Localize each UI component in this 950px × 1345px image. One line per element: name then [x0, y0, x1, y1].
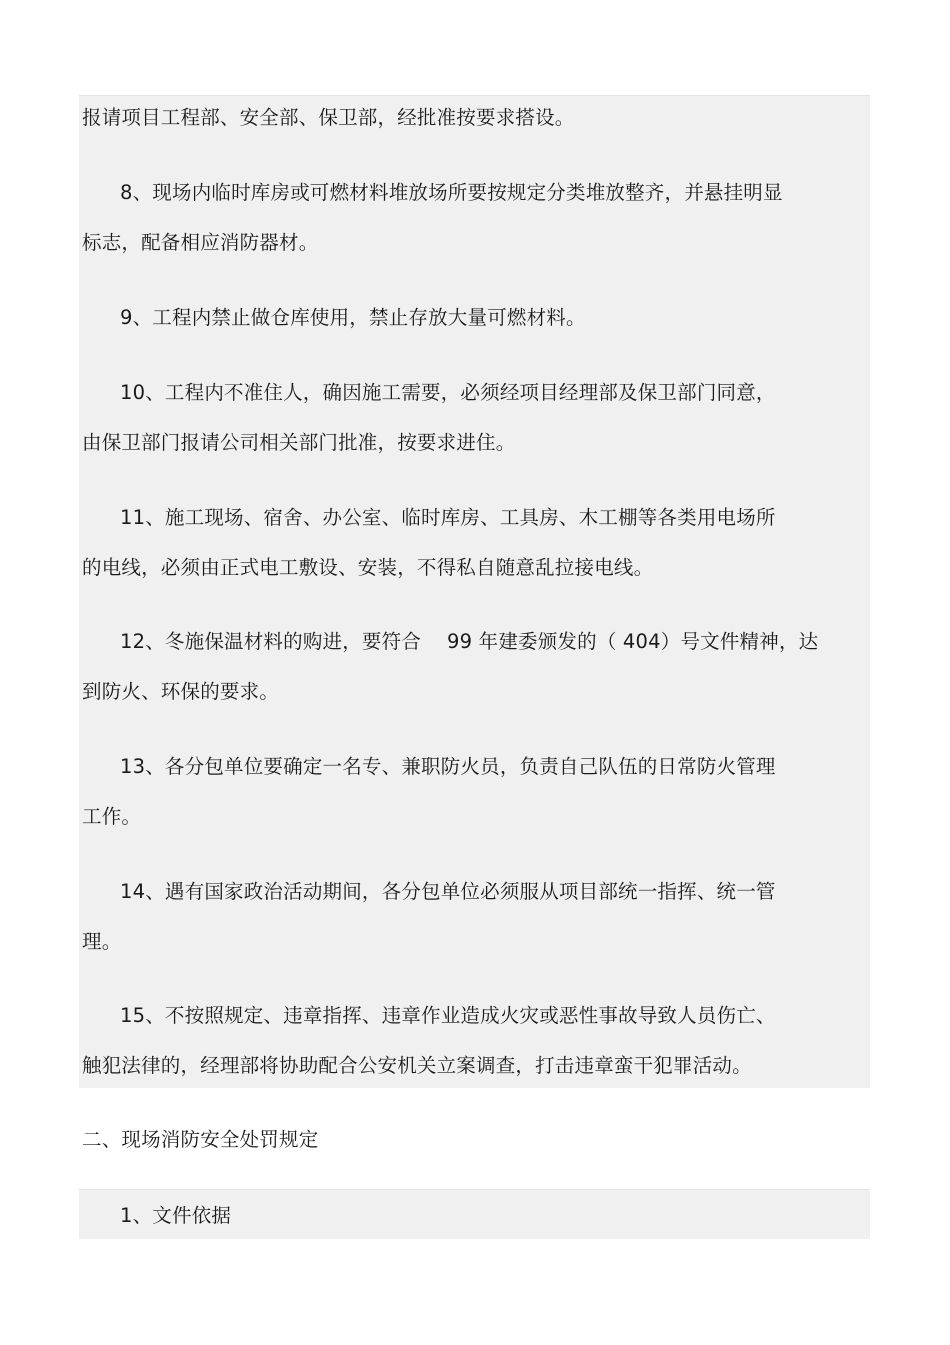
section-heading: 二、现场消防安全处罚规定 — [82, 1128, 319, 1151]
item-12-line-1 — [120, 629, 818, 655]
item-15-line-2: 触犯法律的，经理部将协助配合公安机关立案调查，打击违章蛮干犯罪活动。 — [82, 1054, 752, 1077]
item-9-line-1: 9、工程内禁止做仓库使用，禁止存放大量可燃材料。 — [120, 306, 586, 329]
item-11-line-2: 的电线，必须由正式电工敷设、安装，不得私自随意乱拉接电线。 — [82, 556, 654, 579]
item-10-line-1: 10、工程内不准住人，确因施工需要，必须经项目经理部及保卫部门同意， — [120, 381, 776, 404]
item-13-line-1: 13、各分包单位要确定一名专、兼职防火员，负责自己队伍的日常防火管理 — [120, 755, 776, 778]
item-14-line-2: 理。 — [82, 930, 122, 953]
item-12-line-1-part-b: 99 年建委颁发的（ 404）号文件精神，达 — [447, 630, 819, 653]
item-10-line-2: 由保卫部门报请公司相关部门批准，按要求进住。 — [82, 431, 516, 454]
item-15-line-1: 15、不按照规定、违章指挥、违章作业造成火灾或恶性事故导致人员伤亡、 — [120, 1004, 776, 1027]
item-11-line-1: 11、施工现场、宿舍、办公室、临时库房、工具房、木工棚等各类用电场所 — [120, 506, 776, 529]
item-13-line-2: 工作。 — [82, 805, 142, 828]
item-12-line-1-part-a: 12、冬施保温材料的购进，要符合 — [120, 630, 422, 653]
sub-item-1: 1、文件依据 — [120, 1204, 232, 1227]
item-8-line-2: 标志，配备相应消防器材。 — [82, 231, 319, 254]
intro-line: 报请项目工程部、安全部、保卫部，经批准按要求搭设。 — [82, 106, 575, 129]
item-14-line-1: 14、遇有国家政治活动期间，各分包单位必须服从项目部统一指挥、统一管 — [120, 880, 776, 903]
item-8-line-1: 8、现场内临时库房或可燃材料堆放场所要按规定分类堆放整齐，并悬挂明显 — [120, 181, 783, 204]
item-12-line-2: 到防火、环保的要求。 — [82, 680, 280, 703]
